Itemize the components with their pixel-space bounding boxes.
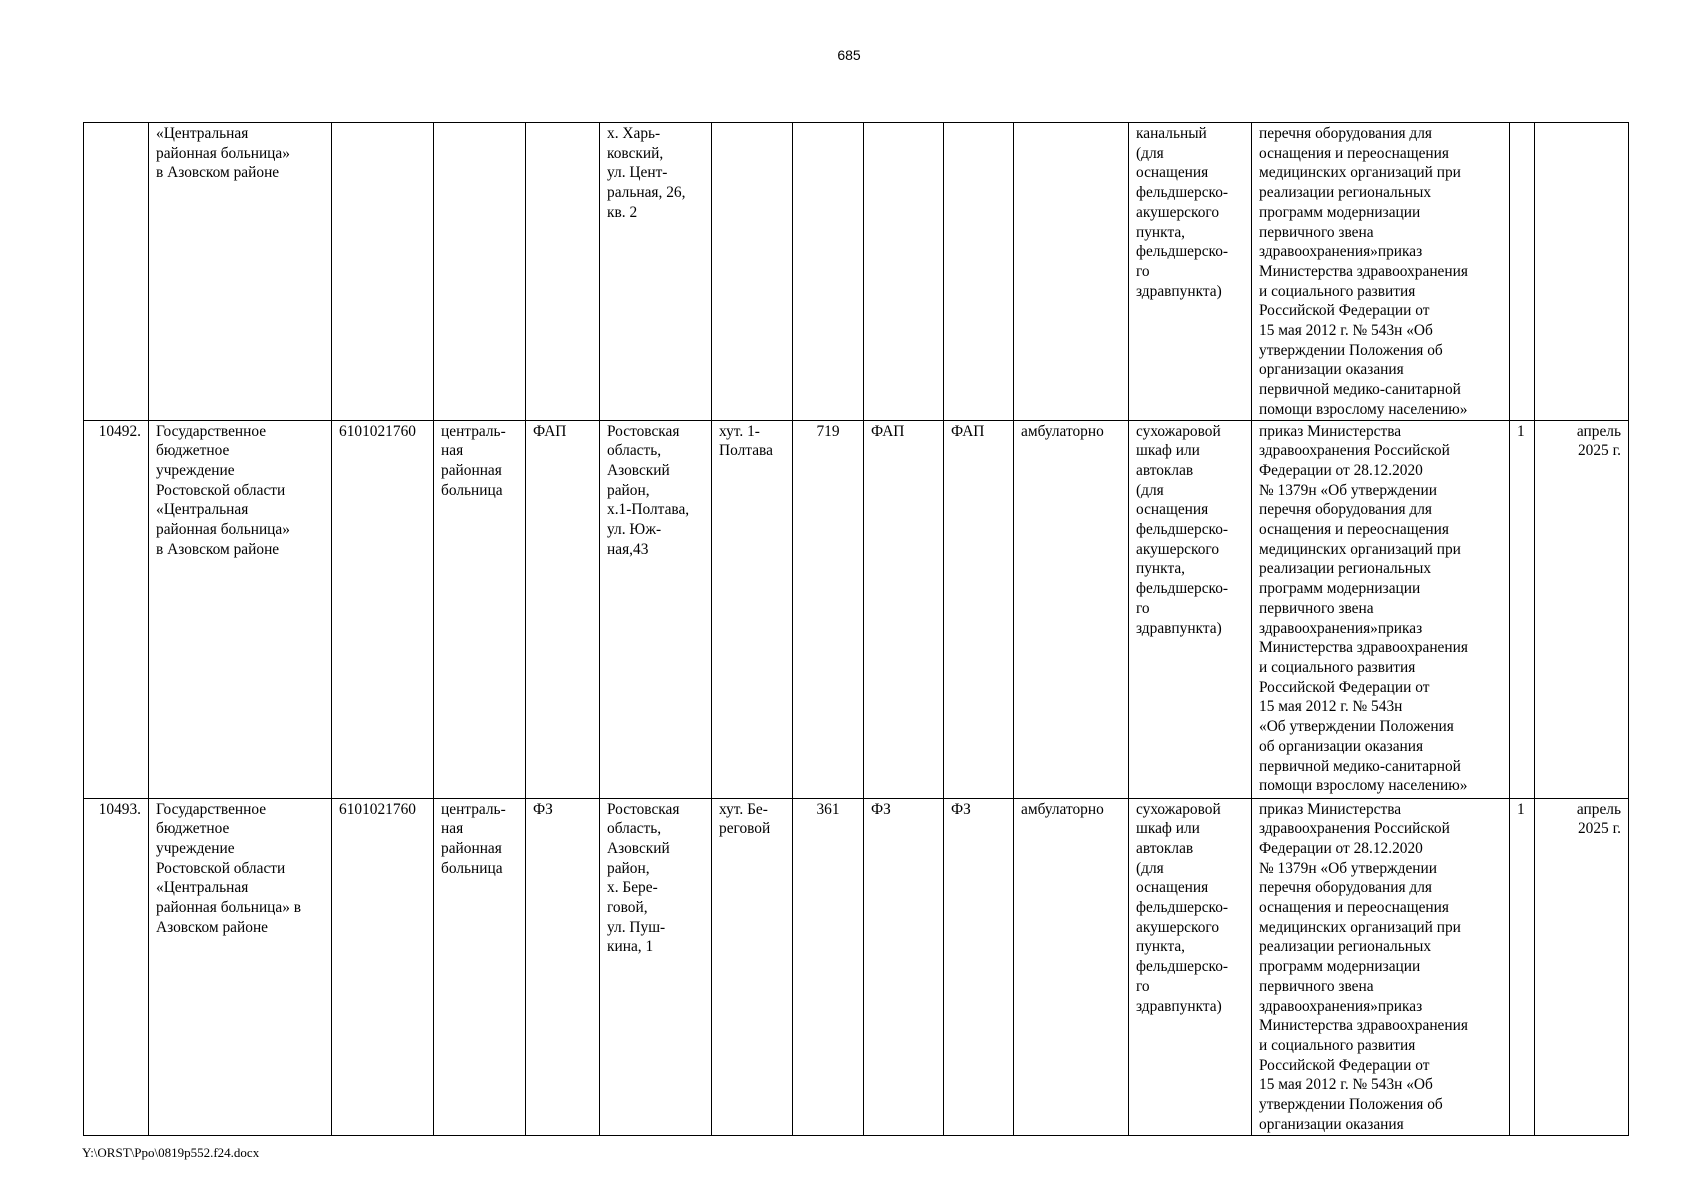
organization-cell-text: Государственное бюджетное учреждение Ростовской области «Центральная районная больница» в Азовском районе	[156, 800, 302, 936]
org-type-cell-text: централь- ная районная больница	[441, 422, 506, 499]
care-mode-cell	[1014, 420, 1129, 798]
equipment-table	[83, 122, 1629, 1136]
organization-cell	[149, 798, 332, 1135]
table-row	[84, 420, 1629, 798]
row-number-cell	[84, 420, 149, 798]
locality-cell	[712, 420, 793, 798]
legal-basis-cell-text: перечня оборудования для оснащения и переоснащения медицинских организаций при реализации региональных программ модернизации первичного звена здравоохранения»приказ Министерства здравоохранения и социального развития Российской Федерации от 15 мая 2012 г. № 543н «Об утверждении Положения об организации оказания первичной медико-санитарной помощи взрослому населению»	[1259, 125, 1468, 418]
unit-cell	[526, 123, 600, 421]
facility-kind-cell	[944, 420, 1014, 798]
facility-kind-cell-text: ФЗ	[951, 800, 971, 818]
page-number: 685	[837, 47, 861, 63]
unit-cell-text: ФЗ	[533, 800, 553, 818]
locality-cell-text: хут. Бе- реговой	[719, 800, 771, 838]
equipment-cell	[1129, 123, 1252, 421]
population-cell	[793, 798, 864, 1135]
address-cell-text: х. Харь- ковский, ул. Цент- ральная, 26, кв. 2	[607, 125, 686, 221]
legal-basis-cell	[1252, 798, 1510, 1135]
address-cell	[600, 123, 712, 421]
unit-cell	[526, 798, 600, 1135]
org-type-cell	[434, 798, 526, 1135]
facility-kind-cell	[944, 123, 1014, 421]
equipment-cell	[1129, 798, 1252, 1135]
table-row	[84, 123, 1629, 421]
facility-kind-cell	[944, 798, 1014, 1135]
facility-kind-cell-text: ФАП	[871, 422, 905, 440]
facility-kind-cell-text: ФАП	[951, 422, 985, 440]
inn-cell-text: 6101021760	[339, 422, 416, 440]
org-type-cell	[434, 420, 526, 798]
quantity-cell	[1510, 420, 1535, 798]
row-number-cell-text: 10493.	[98, 800, 141, 818]
facility-kind-cell	[864, 420, 944, 798]
care-mode-cell	[1014, 123, 1129, 421]
legal-basis-cell-text: приказ Министерства здравоохранения Российской Федерации от 28.12.2020 № 1379н «Об утверждении перечня оборудования для оснащения и переоснащения медицинских организаций при реализации региональных программ модернизации первичного звена здравоохранения»приказ Министерства здравоохранения и социального развития Российской Федерации от 15 мая 2012 г. № 543н «Об утверждении Положения об организации оказания первичной медико-санитарной помощи взрослому населению»	[1259, 422, 1468, 795]
unit-cell-text: ФАП	[533, 422, 567, 440]
equipment-cell-text: сухожаровой шкаф или автоклав (для оснащения фельдшерско- акушерского пункта, фельдшерско- го здравпункта)	[1136, 800, 1229, 1015]
organization-cell	[149, 420, 332, 798]
population-cell-text: 719	[816, 422, 840, 440]
population-cell	[793, 123, 864, 421]
population-cell	[793, 420, 864, 798]
inn-cell	[332, 798, 434, 1135]
locality-cell	[712, 123, 793, 421]
quantity-cell	[1510, 798, 1535, 1135]
locality-cell	[712, 798, 793, 1135]
legal-basis-cell	[1252, 420, 1510, 798]
facility-kind-cell	[864, 123, 944, 421]
organization-cell-text: Государственное бюджетное учреждение Ростовской области «Центральная районная больница» в Азовском районе	[156, 422, 290, 558]
org-type-cell	[434, 123, 526, 421]
care-mode-cell	[1014, 798, 1129, 1135]
address-cell	[600, 420, 712, 798]
date-cell	[1535, 420, 1629, 798]
legal-basis-cell	[1252, 123, 1510, 421]
facility-kind-cell-text: ФЗ	[871, 800, 891, 818]
organization-cell-text: «Центральная районная больница» в Азовском районе	[156, 125, 290, 182]
equipment-cell-text: сухожаровой шкаф или автоклав (для оснащения фельдшерско- акушерского пункта, фельдшерско- го здравпункта)	[1136, 422, 1229, 637]
quantity-cell	[1510, 123, 1535, 421]
locality-cell-text: хут. 1- Полтава	[719, 422, 773, 460]
address-cell-text: Ростовская область, Азовский район, х.1-Полтава, ул. Юж- ная,43	[607, 422, 690, 558]
table-row	[84, 798, 1629, 1135]
inn-cell	[332, 420, 434, 798]
file-path-footer: Y:\ORST\Ppo\0819p552.f24.docx	[82, 1145, 260, 1160]
unit-cell	[526, 420, 600, 798]
address-cell	[600, 798, 712, 1135]
row-number-cell	[84, 798, 149, 1135]
population-cell-text: 361	[816, 800, 840, 818]
legal-basis-cell-text: приказ Министерства здравоохранения Российской Федерации от 28.12.2020 № 1379н «Об утверждении перечня оборудования для оснащения и переоснащения медицинских организаций при реализации региональных программ модернизации первичного звена здравоохранения»приказ Министерства здравоохранения и социального развития Российской Федерации от 15 мая 2012 г. № 543н «Об утверждении Положения об организации оказания	[1259, 800, 1468, 1133]
row-number-cell-text: 10492.	[98, 422, 141, 440]
organization-cell	[149, 123, 332, 421]
quantity-cell-text: 1	[1517, 800, 1525, 818]
care-mode-cell-text: амбулаторно	[1021, 422, 1104, 440]
org-type-cell-text: централь- ная районная больница	[441, 800, 506, 877]
row-number-cell	[84, 123, 149, 421]
equipment-cell-text: канальный (для оснащения фельдшерско- акушерского пункта, фельдшерско- го здравпункта)	[1136, 125, 1229, 300]
date-cell	[1535, 123, 1629, 421]
date-cell	[1535, 798, 1629, 1135]
date-cell-text: апрель 2025 г.	[1576, 422, 1621, 460]
care-mode-cell-text: амбулаторно	[1021, 800, 1104, 818]
inn-cell-text: 6101021760	[339, 800, 416, 818]
date-cell-text: апрель 2025 г.	[1576, 800, 1621, 838]
address-cell-text: Ростовская область, Азовский район, х. Бере- говой, ул. Пуш- кина, 1	[607, 800, 680, 956]
equipment-cell	[1129, 420, 1252, 798]
facility-kind-cell	[864, 798, 944, 1135]
inn-cell	[332, 123, 434, 421]
quantity-cell-text: 1	[1517, 422, 1525, 440]
